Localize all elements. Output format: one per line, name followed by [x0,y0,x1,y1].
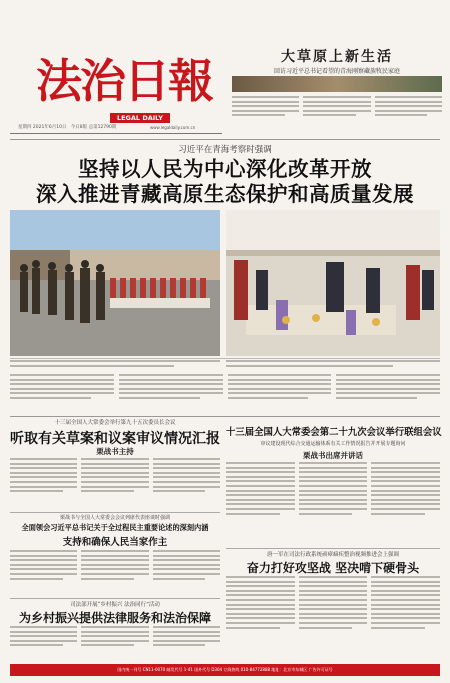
npc-meeting-title[interactable]: 听取有关草案和议案审议情况汇报 [10,431,220,447]
photo-caption-left [10,360,220,372]
symposium-body [10,550,220,596]
symposium-title-line-1[interactable]: 全面领会习近平总书记关于全过程民主重要论述的深刻内涵 [21,523,209,532]
joint-meeting-body [226,462,440,546]
npc-divider [10,512,220,513]
lead-headline-line-1[interactable]: 坚持以人民为中心深化改革开放 [78,157,372,181]
rural-kicker: 司法部开展“乡村振兴 法治同行”活动 [70,602,160,608]
issue-info [18,124,228,130]
lead-photo-right [226,210,440,356]
teaser-subtitle: 回访习近平总书记看望的青海刚察藏族牧民家庭 [273,68,400,75]
joint-meeting-kicker: 审议建设现代综合交通运输体系有关工作情况报告并开展专题询问 [260,441,406,447]
issue-date: 星期四 2021年6月10日 [18,125,67,130]
masthead-divider [10,133,222,134]
rectification-body [226,576,440,660]
symposium-title-line-2[interactable]: 支持和确保人民当家作主 [62,537,168,548]
teaser-divider [10,139,440,140]
lead-photo-left [10,210,220,356]
teaser-title[interactable]: 大草原上新生活 [281,49,393,65]
lead-divider [10,416,440,417]
photo-caption-divider [10,358,440,359]
npc-meeting-body [10,458,220,510]
lead-headline-line-2[interactable]: 深入推进青藏高原生态保护和高质量发展 [36,182,414,206]
masthead-logo: 法治日報 [36,54,212,108]
rural-title[interactable]: 为乡村振兴提供法律服务和法治保障 [18,611,211,625]
classroom-photo-illustration [226,210,440,356]
footer-bar: 国内统一刊号 CN11-0070 邮发代号 1-41 国外代号 D304 订阅热线 010-84772888 地址：北京市东城区 广告许可证号 [10,664,440,676]
photo-caption-right [226,360,440,372]
joint-meeting-byline: 栗战书出席并讲话 [303,451,363,460]
teaser-body [232,96,442,130]
symposium-kicker: 栗战书与全国人大常委会会议列席代表座谈时强调 [59,515,170,521]
rectification-kicker: 唐一军在司法行政系统顽瘴痼疾整治视频推进会上强调 [266,552,399,558]
crowd-photo-illustration [10,210,220,356]
joint-meeting-title[interactable]: 十三届全国人大常委会第二十九次会议举行联组会议 [226,427,442,438]
lead-kicker: 习近平在青海考察时强调 [178,145,272,155]
symposium-divider [10,598,220,599]
lead-article-body [10,374,440,414]
npc-meeting-byline: 栗战书主持 [96,447,134,456]
teaser-photo [232,76,442,92]
npc-meeting-kicker: 十三届全国人大常委会举行第九十五次委员长会议 [54,420,176,426]
issue-number: 今日8版 总第12790期 [70,125,117,130]
website-url[interactable]: www.legaldaily.com.cn [150,125,196,130]
joint-meeting-divider [226,548,440,549]
rural-body [10,626,220,660]
rectification-title[interactable]: 奋力打好攻坚战 坚决啃下硬骨头 [246,561,420,575]
masthead-logo-english: LEGAL DAILY [110,113,170,123]
